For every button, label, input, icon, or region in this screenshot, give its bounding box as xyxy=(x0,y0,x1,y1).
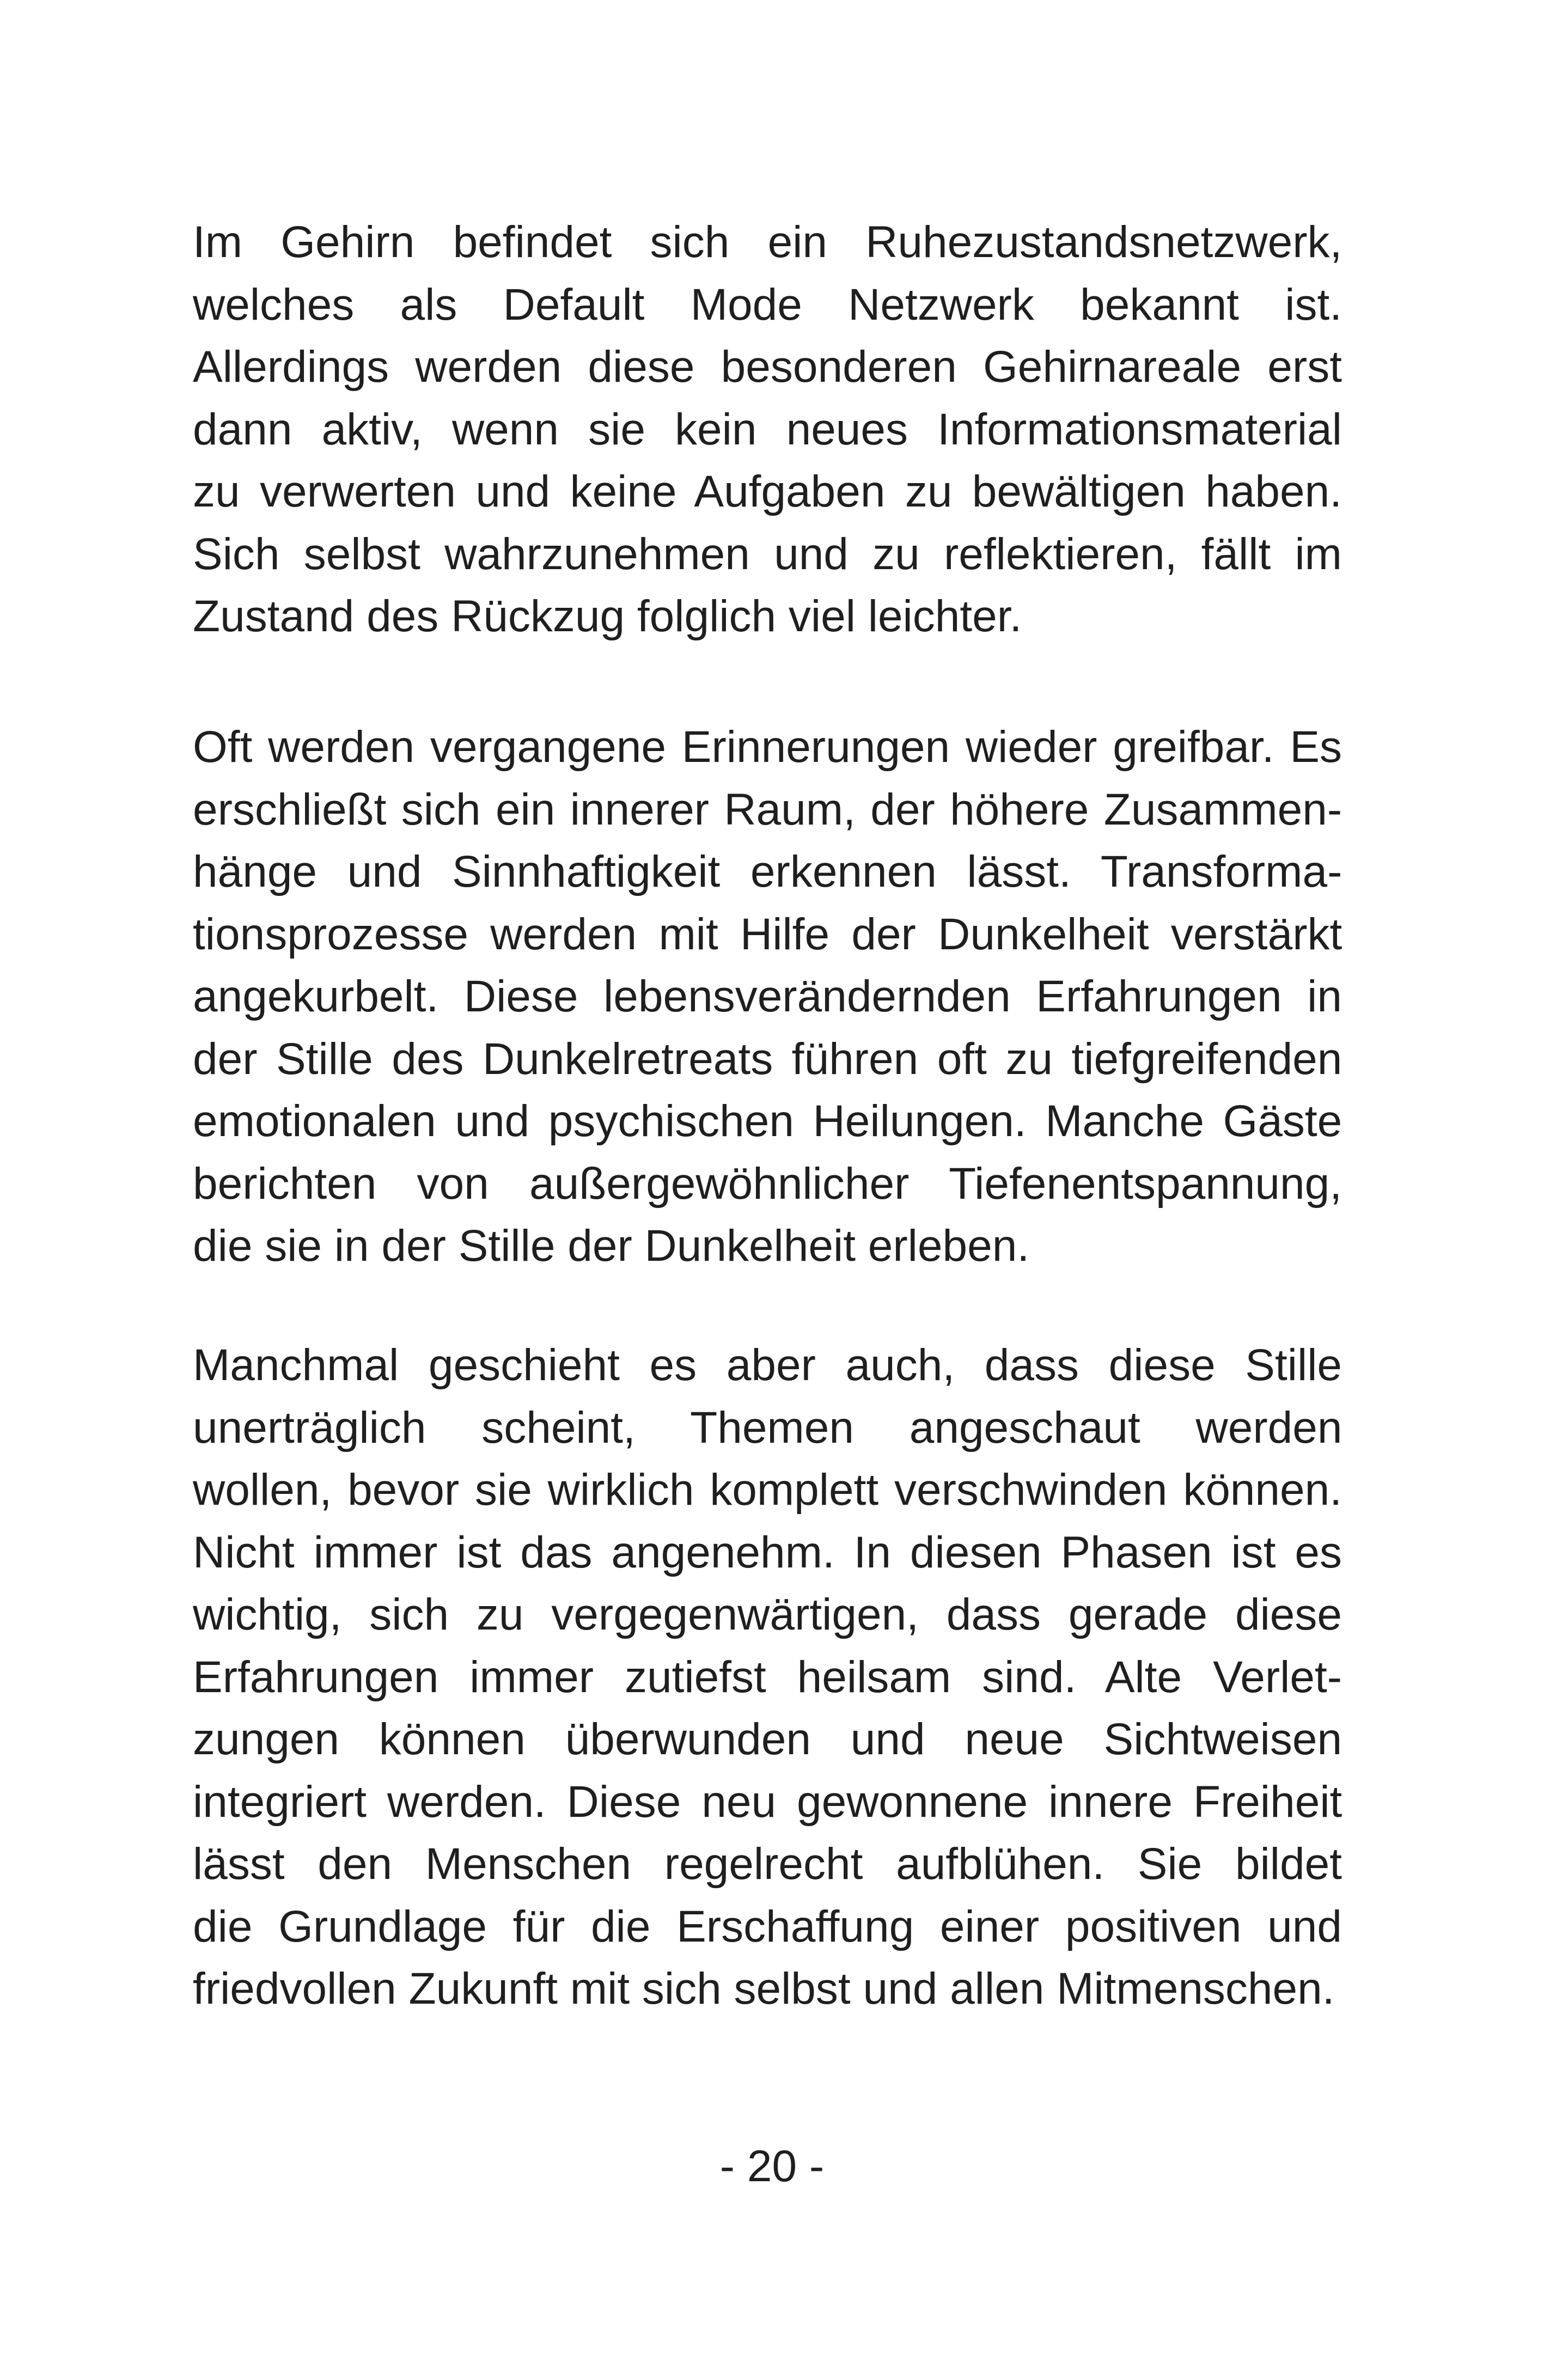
paragraph-default-mode-network xyxy=(193,211,1342,648)
text-line: Nicht immer ist das angenehm. In diesen Phasen ist es xyxy=(193,1527,1342,1577)
text-line: unerträglich scheint, Themen angeschaut werden xyxy=(193,1402,1342,1453)
text-line: emotionalen und psychischen Heilungen. Manche Gäste xyxy=(193,1096,1342,1146)
text-line: Oft werden vergangene Erinnerungen wieder greifbar. Es xyxy=(193,722,1342,772)
paragraph-unbearable-silence xyxy=(193,1334,1342,2021)
text-line: zu verwerten und keine Aufgaben zu bewältigen haben. xyxy=(193,467,1342,516)
text-line: friedvollen Zukunft mit sich selbst und allen Mitmenschen. xyxy=(193,1964,1335,2013)
text-line: dann aktiv, wenn sie kein neues Informationsmaterial xyxy=(193,404,1342,454)
text-line: integriert werden. Diese neu gewonnene innere Freiheit xyxy=(193,1777,1342,1827)
text-line: berichten von außergewöhnlicher Tiefenentspannung, xyxy=(193,1158,1342,1209)
text-line: die sie in der Stille der Dunkelheit erleben. xyxy=(193,1221,1030,1271)
text-line: der Stille des Dunkelretreats führen oft zu tiefgreifenden xyxy=(193,1034,1342,1084)
text-line: die Grundlage für die Erschaffung einer positiven und xyxy=(193,1901,1342,1951)
text-line: hänge und Sinnhaftigkeit erkennen lässt. Transforma- xyxy=(193,847,1342,896)
page-number: - 20 - xyxy=(719,2141,825,2191)
text-line: tionsprozesse werden mit Hilfe der Dunkelheit verstärkt xyxy=(193,909,1342,959)
text-line: Sich selbst wahrzunehmen und zu reflektieren, fällt im xyxy=(193,529,1342,579)
text-line: Manchmal geschieht es aber auch, dass diese Stille xyxy=(193,1340,1342,1390)
paragraph-memories-transformation xyxy=(193,716,1342,1278)
text-line: angekurbelt. Diese lebensverändernden Erfahrungen in xyxy=(193,972,1342,1021)
text-line: erschließt sich ein innerer Raum, der höhere Zusammen- xyxy=(193,784,1342,834)
text-line: Im Gehirn befindet sich ein Ruhezustandsnetzwerk, xyxy=(193,217,1342,267)
text-line: welches als Default Mode Netzwerk bekannt ist. xyxy=(193,279,1342,329)
text-line: lässt den Menschen regelrecht aufblühen. Sie bildet xyxy=(193,1839,1342,1889)
text-line: Allerdings werden diese besonderen Gehirnareale erst xyxy=(193,342,1342,392)
text-line: wollen, bevor sie wirklich komplett verschwinden können. xyxy=(193,1465,1342,1515)
text-line: zungen können überwunden und neue Sichtweisen xyxy=(193,1714,1342,1764)
text-line: Erfahrungen immer zutiefst heilsam sind. Alte Verlet- xyxy=(193,1652,1342,1702)
text-line: Zustand des Rückzug folglich viel leichter. xyxy=(193,591,1022,641)
text-line: wichtig, sich zu vergegenwärtigen, dass gerade diese xyxy=(193,1590,1342,1639)
